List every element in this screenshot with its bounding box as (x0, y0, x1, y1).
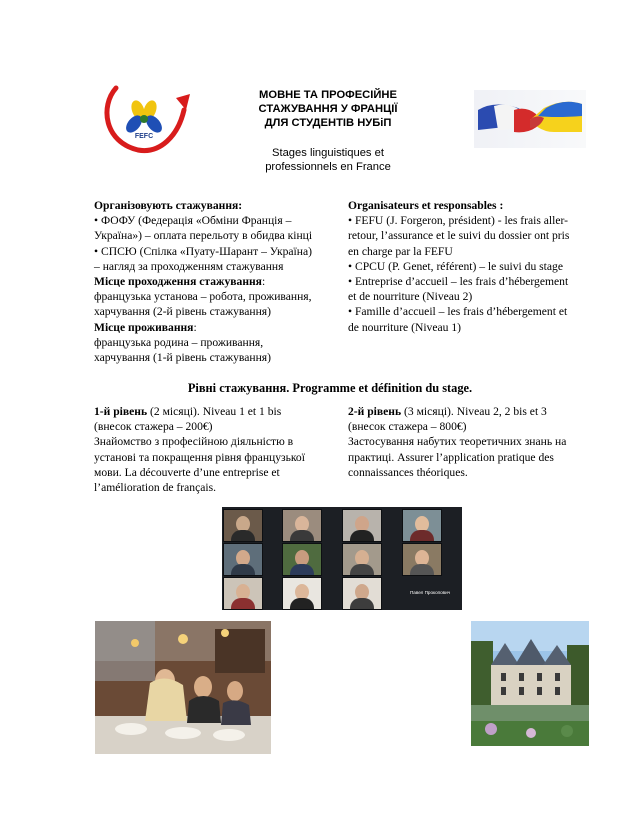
text-line: харчування (2-й рівень стажування) (94, 305, 271, 319)
section-heading: Organisateurs et responsables : (348, 199, 504, 212)
participant-tile (342, 543, 382, 576)
text-line: практиці. Assurer l’application pratique des (348, 450, 554, 464)
participant-name-label: Павел Прокопович (410, 590, 451, 595)
participant-tile (402, 543, 442, 576)
participant-tile (342, 509, 382, 542)
level-1-section (94, 404, 340, 495)
participant-tile (402, 509, 442, 542)
participant-tile (282, 509, 322, 542)
place-heading: Місце проходження стажування (94, 275, 262, 289)
text-line: – нагляд за проходженням стажування (94, 259, 284, 273)
colon: : (261, 275, 266, 289)
text-line: de nourriture (Niveau 1) (348, 320, 461, 334)
restaurant-group-photo (95, 621, 271, 754)
section-heading: Організовують стажування: (94, 199, 243, 212)
level-label: 1-й рівень (94, 405, 148, 418)
text-line: • Entreprise d’accueil – les frais d’hébergement (348, 275, 569, 289)
title-line: МОВНЕ ТА ПРОФЕСІЙНЕ (259, 89, 397, 101)
participant-tile (282, 543, 322, 576)
text-line: • CPCU (P. Genet, référent) – le suivi du stage (348, 259, 563, 273)
level-label: 2-й рівень (348, 405, 402, 418)
participant-tile (342, 577, 382, 610)
participant-tile (282, 577, 322, 610)
subtitle-line: professionnels en France (265, 161, 391, 173)
handshake-flags-image (474, 90, 586, 148)
text-line: мови. La découverte d’une entreprise et (94, 465, 280, 479)
text-line: l’amélioration de français. (94, 481, 217, 495)
subtitle-line: Stages linguistiques et (272, 147, 384, 159)
text-line: Знайомство з професійною діяльністю в (94, 435, 294, 449)
document-subtitle (240, 146, 416, 174)
text-line: • FEFU (J. Forgeron, président) - les frais aller- (348, 214, 568, 228)
text-line: (внесок стажера – 200€) (94, 420, 213, 434)
text-line: • Famille d’accueil – les frais d’hébergement et (348, 305, 568, 319)
level-duration: (2 місяці). Niveau 1 et 1 bis (147, 405, 282, 418)
colon: : (193, 320, 197, 334)
document-title (240, 88, 416, 130)
text-line: • ФОФУ (Федерація «Обміни Франція – (94, 214, 292, 228)
text-line: Україна») – оплата перельоту в обидва кінці (94, 229, 313, 243)
castle-photo (471, 621, 589, 746)
text-line: retour, l’assurance et le suivi du dossier ont pris (348, 229, 570, 243)
video-call-screenshot (222, 507, 462, 610)
text-line: et de nourriture (Niveau 2) (348, 290, 473, 304)
living-heading: Місце проживання (94, 320, 194, 334)
level-2-section (348, 404, 598, 480)
participant-tile (223, 509, 263, 542)
organizers-fr-section (348, 198, 598, 335)
text-line: французька родина – проживання, (94, 335, 264, 349)
text-line: • СПСЮ (Спілка «Пуату-Шарант – Україна) (94, 244, 312, 258)
text-line: французька установа – робота, проживання, (94, 290, 312, 304)
text-line: (внесок стажера – 800€) (348, 420, 467, 434)
participant-tile (223, 543, 263, 576)
program-title: Рівні стажування. Programme et définition du stage. (187, 381, 473, 395)
svg-text:FEFC: FEFC (134, 133, 154, 140)
text-line: connaissances théoriques. (348, 465, 468, 479)
text-line: харчування (1-й рівень стажування) (94, 351, 271, 365)
text-line: en charge par la FEFU (348, 244, 453, 258)
participant-tile (223, 577, 263, 610)
fefc-logo (98, 76, 194, 156)
text-line: установі та покращення рівня французької (94, 450, 305, 464)
text-line: Застосування набутих теоретичних знань на (348, 435, 567, 449)
title-line: СТАЖУВАННЯ У ФРАНЦІЇ (258, 103, 398, 115)
title-line: ДЛЯ СТУДЕНТІВ НУБіП (264, 117, 392, 129)
level-duration: (3 місяці). Niveau 2, 2 bis et 3 (401, 405, 547, 418)
organizers-ua-section (94, 198, 340, 365)
